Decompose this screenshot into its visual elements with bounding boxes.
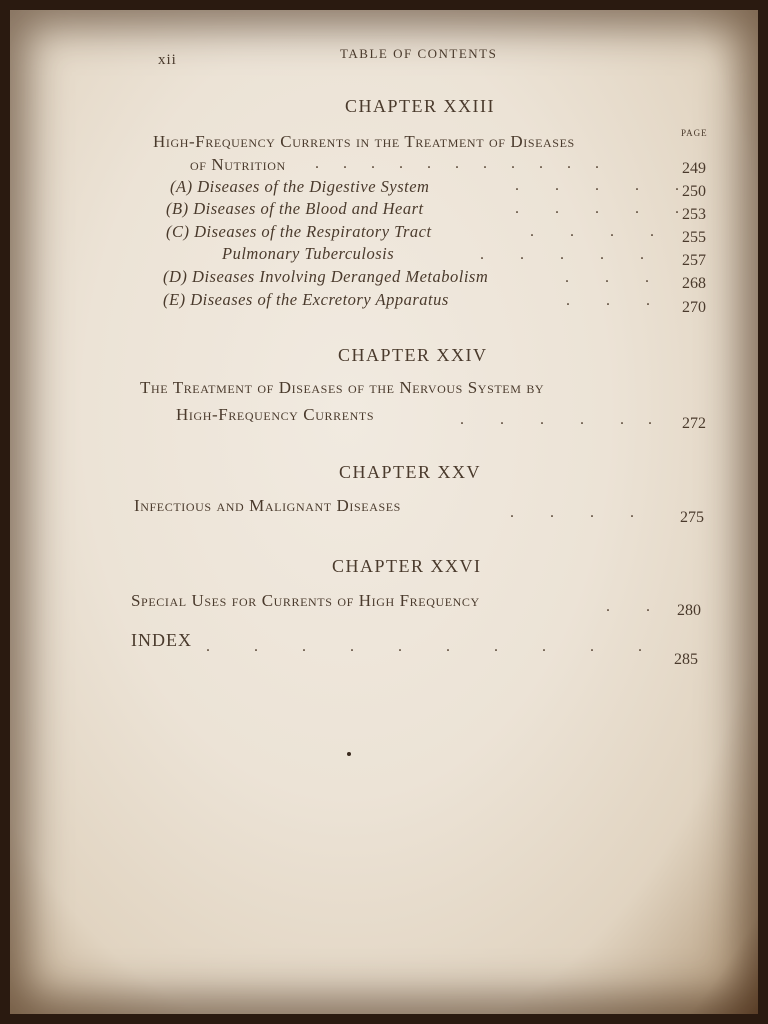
toc-entry-d: (D) Diseases Involving Deranged Metabolism	[163, 267, 489, 286]
chapter-xxv-title: Infectious and Malignant Diseases	[134, 496, 401, 515]
toc-entry-a: (A) Diseases of the Digestive System	[170, 177, 430, 196]
leader-dots: . . . .	[530, 223, 654, 240]
chapter-xxiv-title-line2: High-Frequency Currents	[176, 405, 375, 424]
toc-entry-c-page: 255	[682, 229, 706, 246]
leader-dots: . .	[606, 598, 650, 615]
leader-dots: . . .	[566, 292, 650, 309]
index-page: 285	[674, 651, 698, 668]
running-head: TABLE OF CONTENTS	[340, 46, 498, 61]
toc-entry-a-page: 250	[682, 183, 706, 200]
toc-entry-b-page: 253	[682, 206, 706, 223]
leader-dots: . . .	[565, 269, 649, 286]
chapter-xxiii-title-line2: of Nutrition	[190, 155, 286, 174]
toc-entry-b: (B) Diseases of the Blood and Heart	[166, 199, 424, 218]
index-label: INDEX	[131, 630, 192, 650]
chapter-xxv-heading: CHAPTER XXV	[339, 462, 482, 482]
leader-dots: . . . . .	[480, 246, 644, 263]
leader-dots: . . . . . . . . . .	[206, 638, 642, 655]
book-page	[10, 10, 758, 1014]
toc-entry-c-sub-page: 257	[682, 252, 706, 269]
page-number-folio: xii	[158, 52, 177, 68]
chapter-xxiv-page: 272	[682, 415, 706, 432]
chapter-xxvi-title: Special Uses for Currents of High Frequency	[131, 591, 480, 610]
toc-entry-e-page: 270	[682, 299, 706, 316]
chapter-xxiii-title-line1: High-Frequency Currents in the Treatment of Diseases	[153, 132, 575, 151]
toc-entry-d-page: 268	[682, 275, 706, 292]
chapter-xxv-page: 275	[680, 509, 704, 526]
chapter-xxiii-heading: CHAPTER XXIII	[345, 96, 495, 116]
chapter-xxiv-heading: CHAPTER XXIV	[338, 345, 488, 365]
toc-entry-e: (E) Diseases of the Excretory Apparatus	[163, 290, 449, 309]
leader-dots: . . . .	[510, 504, 634, 521]
leader-dots: . . . . .	[515, 200, 679, 217]
page-column-label: PAGE	[681, 128, 708, 138]
ink-speck	[347, 752, 351, 756]
chapter-xxiv-title-line1: The Treatment of Diseases of the Nervous System by	[140, 378, 545, 397]
chapter-xxvi-heading: CHAPTER XXVI	[332, 556, 482, 576]
leader-dots: . . . . . .	[460, 411, 652, 428]
toc-entry-c: (C) Diseases of the Respiratory Tract	[166, 222, 432, 241]
toc-entry-c-sub: Pulmonary Tuberculosis	[222, 244, 395, 263]
leader-dots: . . . . . . . . . . .	[315, 155, 599, 172]
chapter-xxvi-page: 280	[677, 602, 701, 619]
chapter-xxiii-title-page: 249	[682, 160, 706, 177]
leader-dots: . . . . .	[515, 177, 679, 194]
